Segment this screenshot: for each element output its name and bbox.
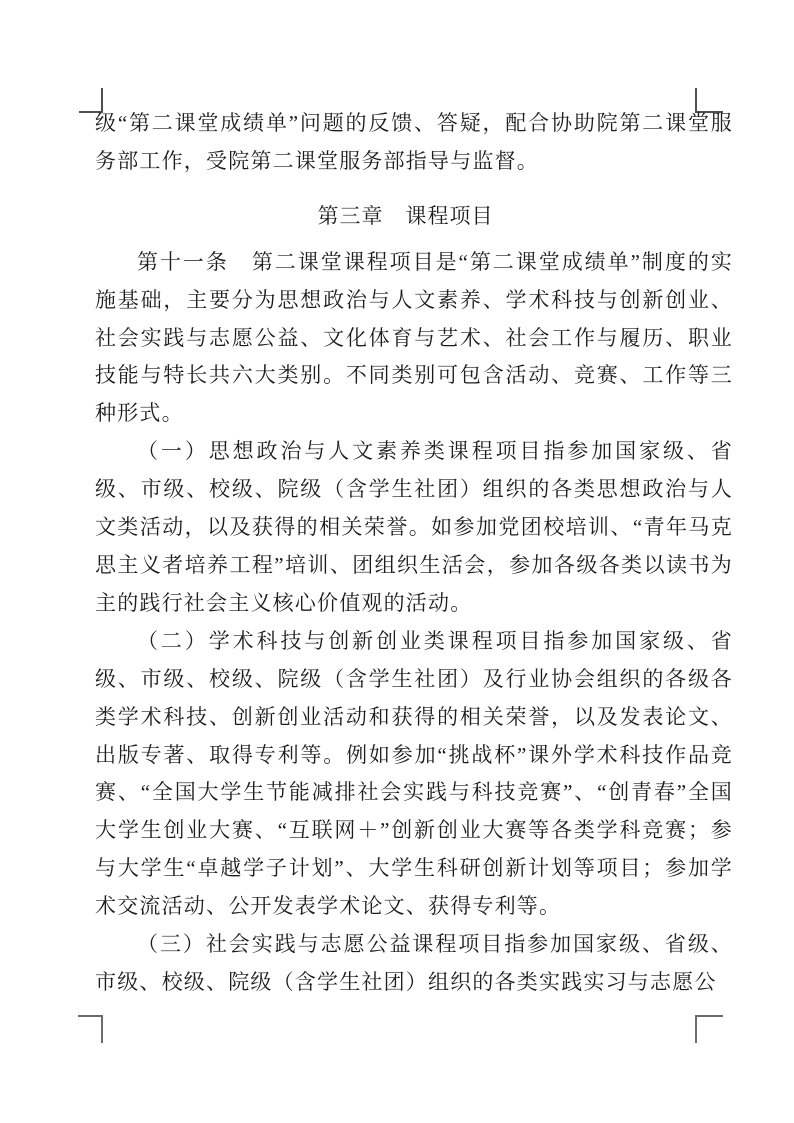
document-content	[95, 105, 733, 1002]
crop-mark-bottom-left-icon	[78, 1015, 103, 1043]
article-11-paragraph: 第十一条 第二课堂课程项目是“第二课堂成绩单”制度的实施基础，主要分为思想政治与人文素养、学术科技与创新创业、社会实践与志愿公益、文化体育与艺术、社会工作与履历、职业技能与特长共六大类别。不同类别可包含活动、竞赛、工作等三种形式。	[95, 249, 733, 426]
chapter-heading: 第三章 课程项目	[317, 203, 494, 228]
item-1-paragraph: （一）思想政治与人文素养类课程项目指参加国家级、省级、市级、校级、院级（含学生社团）组织的各类思想政治与人文类活动，以及获得的相关荣誉。如参加党团校培训、“青年马克思主义者培养工程”培训、团组织生活会，参加各级各类以读书为主的践行社会主义核心价值观的活动。	[95, 439, 733, 615]
continued-paragraph: 级“第二课堂成绩单”问题的反馈、答疑，配合协助院第二课堂服务部工作，受院第二课堂服务部指导与监督。	[95, 111, 733, 173]
item-3-paragraph: （三）社会实践与志愿公益课程项目指参加国家级、省级、市级、校级、院级（含学生社团）组织的各类实践实习与志愿公	[95, 932, 733, 994]
crop-mark-bottom-right-icon	[695, 1015, 723, 1043]
item-2-paragraph: （二）学术科技与创新创业类课程项目指参加国家级、省级、市级、校级、院级（含学生社团）及行业协会组织的各级各类学术科技、创新创业活动和获得的相关荣誉，以及发表论文、出版专著、取得专利等。例如参加“挑战杯”课外学术科技作品竞赛、“全国大学生节能减排社会实践与科技竞赛”、“创青春”全国大学生创业大赛、“互联网＋”创新创业大赛等各类学科竞赛；参与大学生“卓越学子计划”、大学生科研创新计划等项目；参加学术交流活动、公开发表学术论文、获得专利等。	[95, 628, 733, 919]
